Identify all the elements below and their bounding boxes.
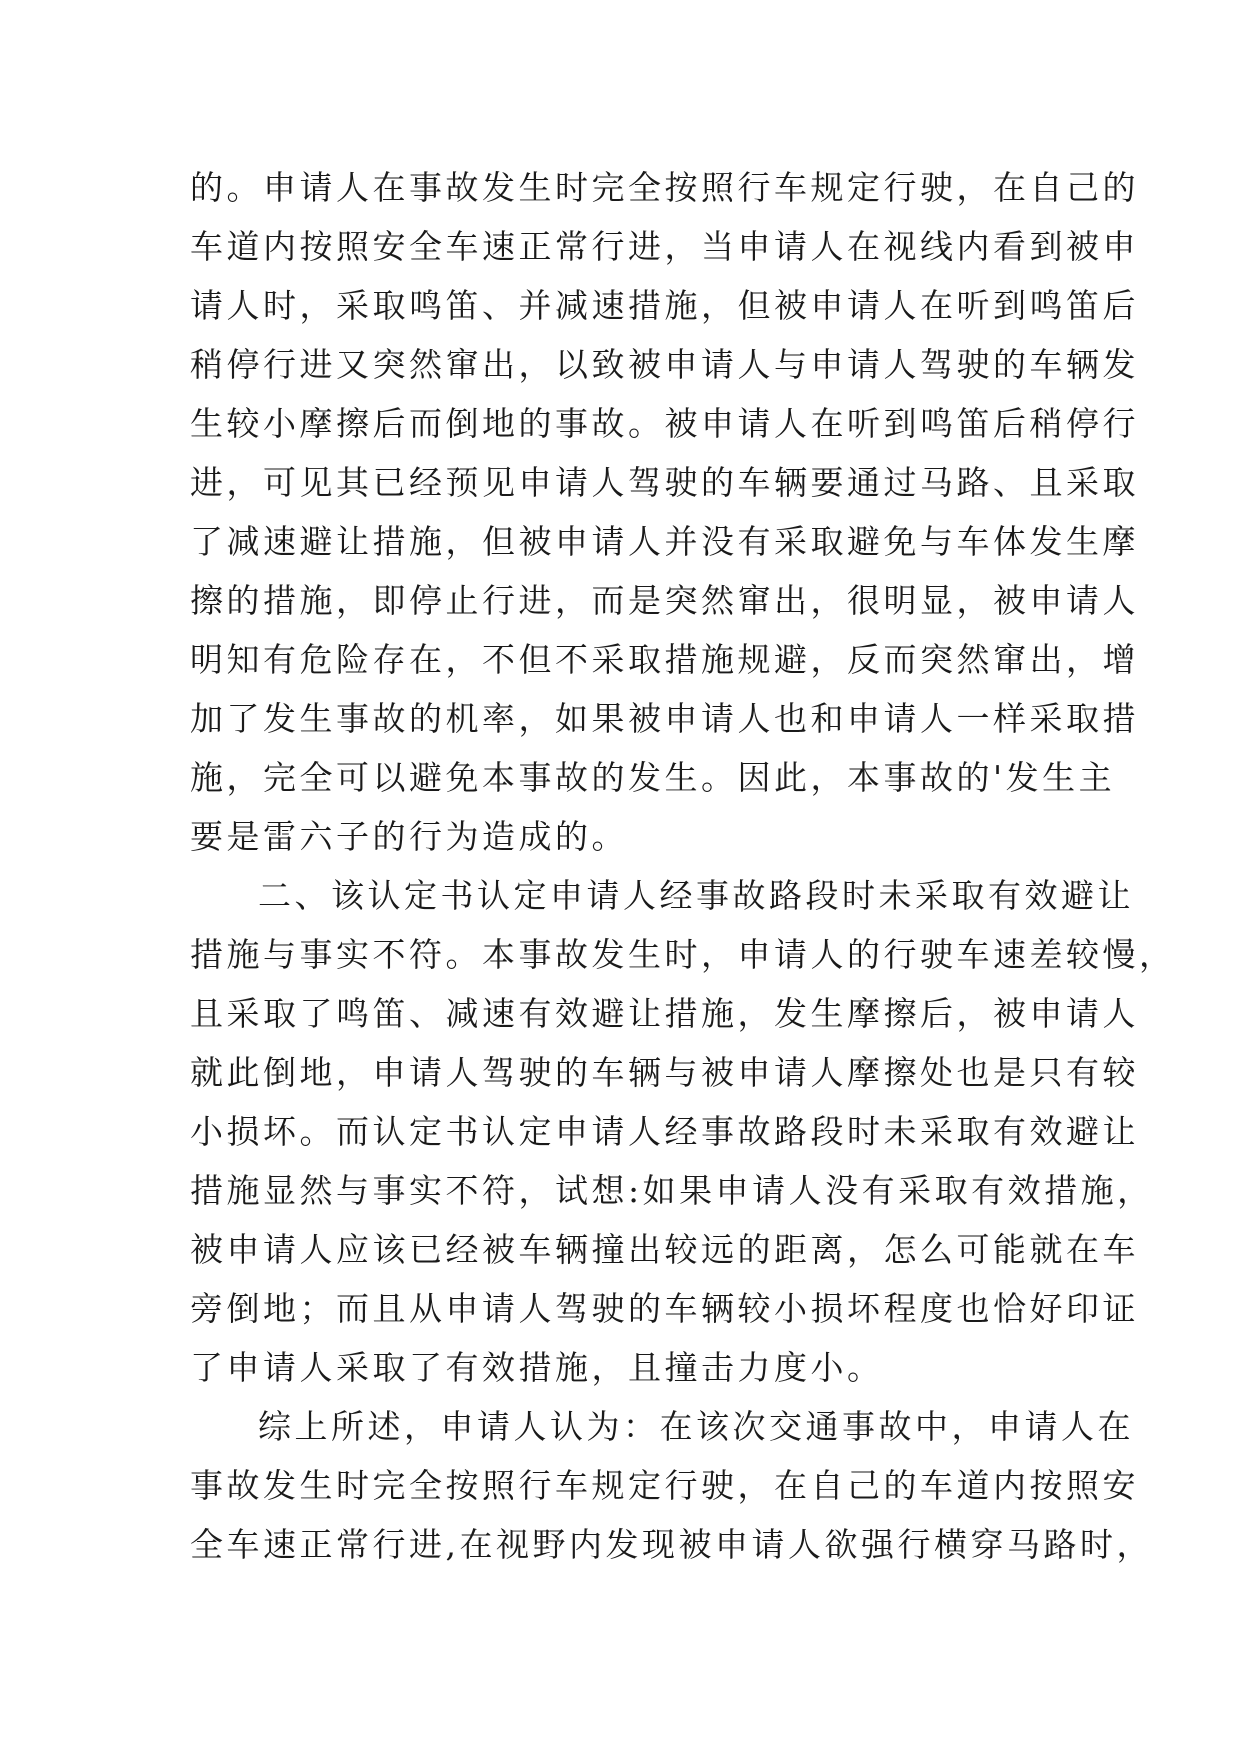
text-line: 且采取了鸣笛、减速有效避让措施，发生摩擦后，被申请人 <box>190 994 1139 1033</box>
text-line: 旁倒地；而且从申请人驾驶的车辆较小损坏程度也恰好印证 <box>190 1289 1139 1328</box>
text-line: 要是雷六子的行为造成的。 <box>190 817 628 856</box>
text-line: 请人时，采取鸣笛、并减速措施，但被申请人在听到鸣笛后 <box>190 286 1139 325</box>
text-line: 明知有危险存在，不但不采取措施规避，反而突然窜出，增 <box>190 640 1139 679</box>
text-line: 施，完全可以避免本事故的发生。因此，本事故的'发生主 <box>190 758 1116 797</box>
text-line: 全车速正常行进,在视野内发现被申请人欲强行横穿马路时， <box>190 1525 1153 1564</box>
text-line: 事故发生时完全按照行车规定行驶，在自己的车道内按照安 <box>190 1466 1139 1505</box>
text-line: 进，可见其已经预见申请人驾驶的车辆要通过马路、且采取 <box>190 463 1139 502</box>
text-line: 二、该认定书认定申请人经事故路段时未采取有效避让 <box>258 876 1134 915</box>
text-line: 小损坏。而认定书认定申请人经事故路段时未采取有效避让 <box>190 1112 1139 1151</box>
text-line: 了减速避让措施，但被申请人并没有采取避免与车体发生摩 <box>190 522 1139 561</box>
text-line: 擦的措施，即停止行进，而是突然窜出，很明显，被申请人 <box>190 581 1139 620</box>
text-line: 的。申请人在事故发生时完全按照行车规定行驶，在自己的 <box>190 168 1139 207</box>
text-line: 生较小摩擦后而倒地的事故。被申请人在听到鸣笛后稍停行 <box>190 404 1139 443</box>
text-line: 稍停行进又突然窜出，以致被申请人与申请人驾驶的车辆发 <box>190 345 1139 384</box>
text-line: 车道内按照安全车速正常行进，当申请人在视线内看到被申 <box>190 227 1139 266</box>
text-line: 综上所述，申请人认为：在该次交通事故中，申请人在 <box>258 1407 1134 1446</box>
text-line: 措施与事实不符。本事故发生时，申请人的行驶车速差较慢， <box>190 935 1176 974</box>
text-line: 了申请人采取了有效措施，且撞击力度小。 <box>190 1348 884 1387</box>
text-line: 被申请人应该已经被车辆撞出较远的距离，怎么可能就在车 <box>190 1230 1139 1269</box>
text-line: 加了发生事故的机率，如果被申请人也和申请人一样采取措 <box>190 699 1139 738</box>
document-body-text <box>190 158 1176 1574</box>
text-line: 措施显然与事实不符，试想:如果申请人没有采取有效措施， <box>190 1171 1154 1210</box>
text-line: 就此倒地，申请人驾驶的车辆与被申请人摩擦处也是只有较 <box>190 1053 1139 1092</box>
